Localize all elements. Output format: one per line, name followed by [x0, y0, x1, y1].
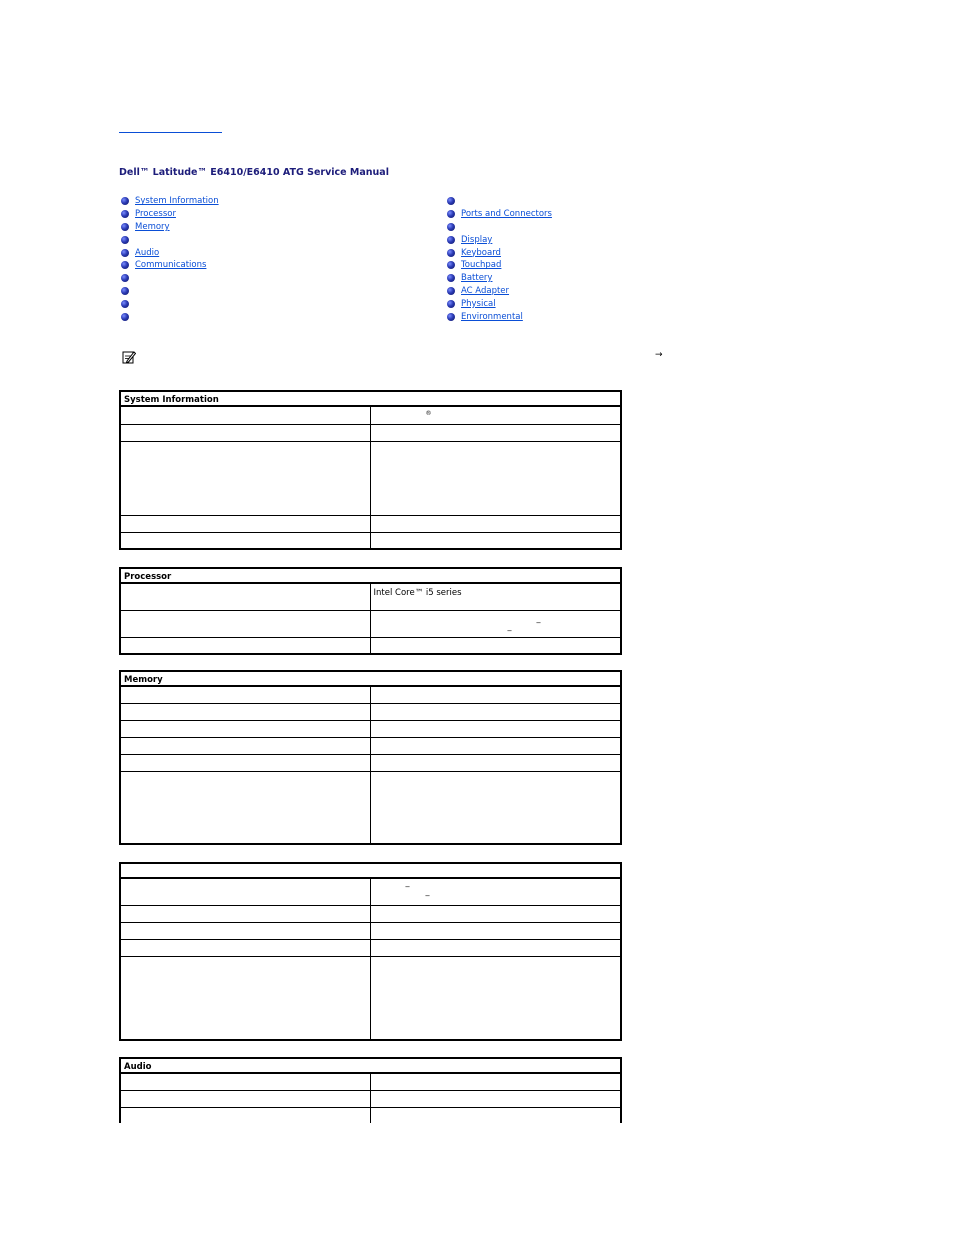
toc-item	[447, 233, 592, 246]
table-row	[120, 515, 621, 532]
audio-table	[119, 1057, 622, 1123]
table-row	[120, 424, 621, 441]
toc-item	[121, 259, 315, 272]
toc-link-keyboard[interactable]: Keyboard	[461, 247, 501, 258]
toc-item	[121, 310, 315, 323]
bullet-icon	[447, 210, 455, 218]
bullet-icon	[121, 287, 129, 295]
toc-link-system-information[interactable]: System Information	[135, 196, 219, 207]
dash-mark: _	[507, 621, 512, 631]
note-icon	[122, 350, 136, 364]
toc-link-10[interactable]	[135, 312, 294, 321]
registered-mark: ®	[425, 410, 432, 417]
bullet-icon	[121, 210, 129, 218]
table-row	[120, 720, 621, 737]
table-row	[120, 754, 621, 771]
manual-title: Dell™ Latitude™ E6410/E6410 ATG Service Manual	[119, 167, 389, 178]
toc-link-ac-adapter[interactable]: AC Adapter	[461, 285, 510, 296]
toc-item	[447, 310, 592, 323]
bullet-icon	[447, 300, 455, 308]
bullet-icon	[447, 274, 455, 282]
toc-link-ports-and-connectors[interactable]: Ports and Connectors	[461, 209, 552, 220]
table-title: Memory	[120, 671, 621, 686]
toc-link-r1[interactable]	[461, 197, 592, 206]
table-row	[120, 956, 621, 1040]
table-row	[120, 532, 621, 549]
toc-right-column	[447, 195, 592, 323]
toc-item	[121, 246, 315, 259]
toc-link-9[interactable]	[135, 299, 315, 308]
table-row	[120, 771, 621, 844]
arrow-icon: →	[655, 350, 663, 360]
table-title: Audio	[120, 1058, 621, 1073]
toc-link-7[interactable]	[135, 274, 192, 283]
bullet-icon	[121, 261, 129, 269]
processor-type-value: Intel Core™ i5 series	[370, 583, 621, 610]
toc-item	[447, 297, 592, 310]
toc-link-r3[interactable]	[461, 222, 489, 231]
toc-link-touchpad[interactable]: Touchpad	[461, 260, 502, 271]
toc-item	[447, 221, 592, 234]
toc-item	[121, 195, 315, 208]
dash-mark: _	[536, 613, 541, 623]
unlabeled-spec-table	[119, 862, 622, 1041]
bullet-icon	[447, 223, 455, 231]
toc-link-8[interactable]	[135, 286, 171, 295]
toc-item	[121, 272, 315, 285]
bullet-icon	[447, 197, 455, 205]
toc-link-communications[interactable]: Communications	[135, 260, 207, 271]
toc-item	[121, 221, 315, 234]
toc-link-4[interactable]	[135, 235, 160, 244]
toc-link-memory[interactable]: Memory	[135, 221, 170, 232]
table-row	[120, 939, 621, 956]
bullet-icon	[447, 313, 455, 321]
toc-item	[447, 259, 592, 272]
toc-link-processor[interactable]: Processor	[135, 209, 176, 220]
table-row	[120, 686, 621, 703]
bullet-icon	[447, 236, 455, 244]
toc-link-display[interactable]: Display	[461, 234, 493, 245]
table-row	[120, 637, 621, 654]
toc-item	[121, 208, 315, 221]
table-row	[120, 1107, 621, 1123]
table-row	[120, 406, 621, 424]
audio-table-clip	[0, 1057, 954, 1123]
toc-item	[447, 195, 592, 208]
toc-item	[447, 208, 592, 221]
table-row	[120, 922, 621, 939]
bullet-icon	[121, 223, 129, 231]
toc-item	[447, 285, 592, 298]
processor-table	[119, 567, 622, 655]
toc-link-audio[interactable]: Audio	[135, 247, 160, 258]
table-row	[120, 441, 621, 515]
table-row	[120, 610, 621, 637]
table-row	[120, 878, 621, 905]
table-row	[120, 905, 621, 922]
bullet-icon	[121, 236, 129, 244]
toc-item	[121, 233, 315, 246]
bullet-icon	[447, 261, 455, 269]
toc-link-battery[interactable]: Battery	[461, 273, 493, 284]
back-link[interactable]	[119, 123, 222, 133]
table-row	[120, 703, 621, 720]
table-row	[120, 583, 621, 610]
table-row	[120, 1073, 621, 1090]
table-row	[120, 1090, 621, 1107]
bullet-icon	[447, 249, 455, 257]
bullet-icon	[121, 274, 129, 282]
bullet-icon	[121, 197, 129, 205]
toc-left-column	[121, 195, 315, 323]
memory-table	[119, 670, 622, 845]
bullet-icon	[121, 313, 129, 321]
bullet-icon	[447, 287, 455, 295]
toc-item	[121, 297, 315, 310]
table-title	[120, 863, 621, 878]
toc-link-environmental[interactable]: Environmental	[461, 311, 523, 322]
table-row	[120, 737, 621, 754]
table-title: Processor	[120, 568, 621, 583]
system-information-table	[119, 390, 622, 550]
toc-item	[447, 272, 592, 285]
toc-item	[121, 285, 315, 298]
bullet-icon	[121, 300, 129, 308]
table-title: System Information	[120, 391, 621, 406]
dash-mark: _	[425, 887, 430, 896]
bullet-icon	[121, 249, 129, 257]
toc-item	[447, 246, 592, 259]
toc-link-physical[interactable]: Physical	[461, 298, 496, 309]
dash-mark: _	[405, 878, 410, 887]
